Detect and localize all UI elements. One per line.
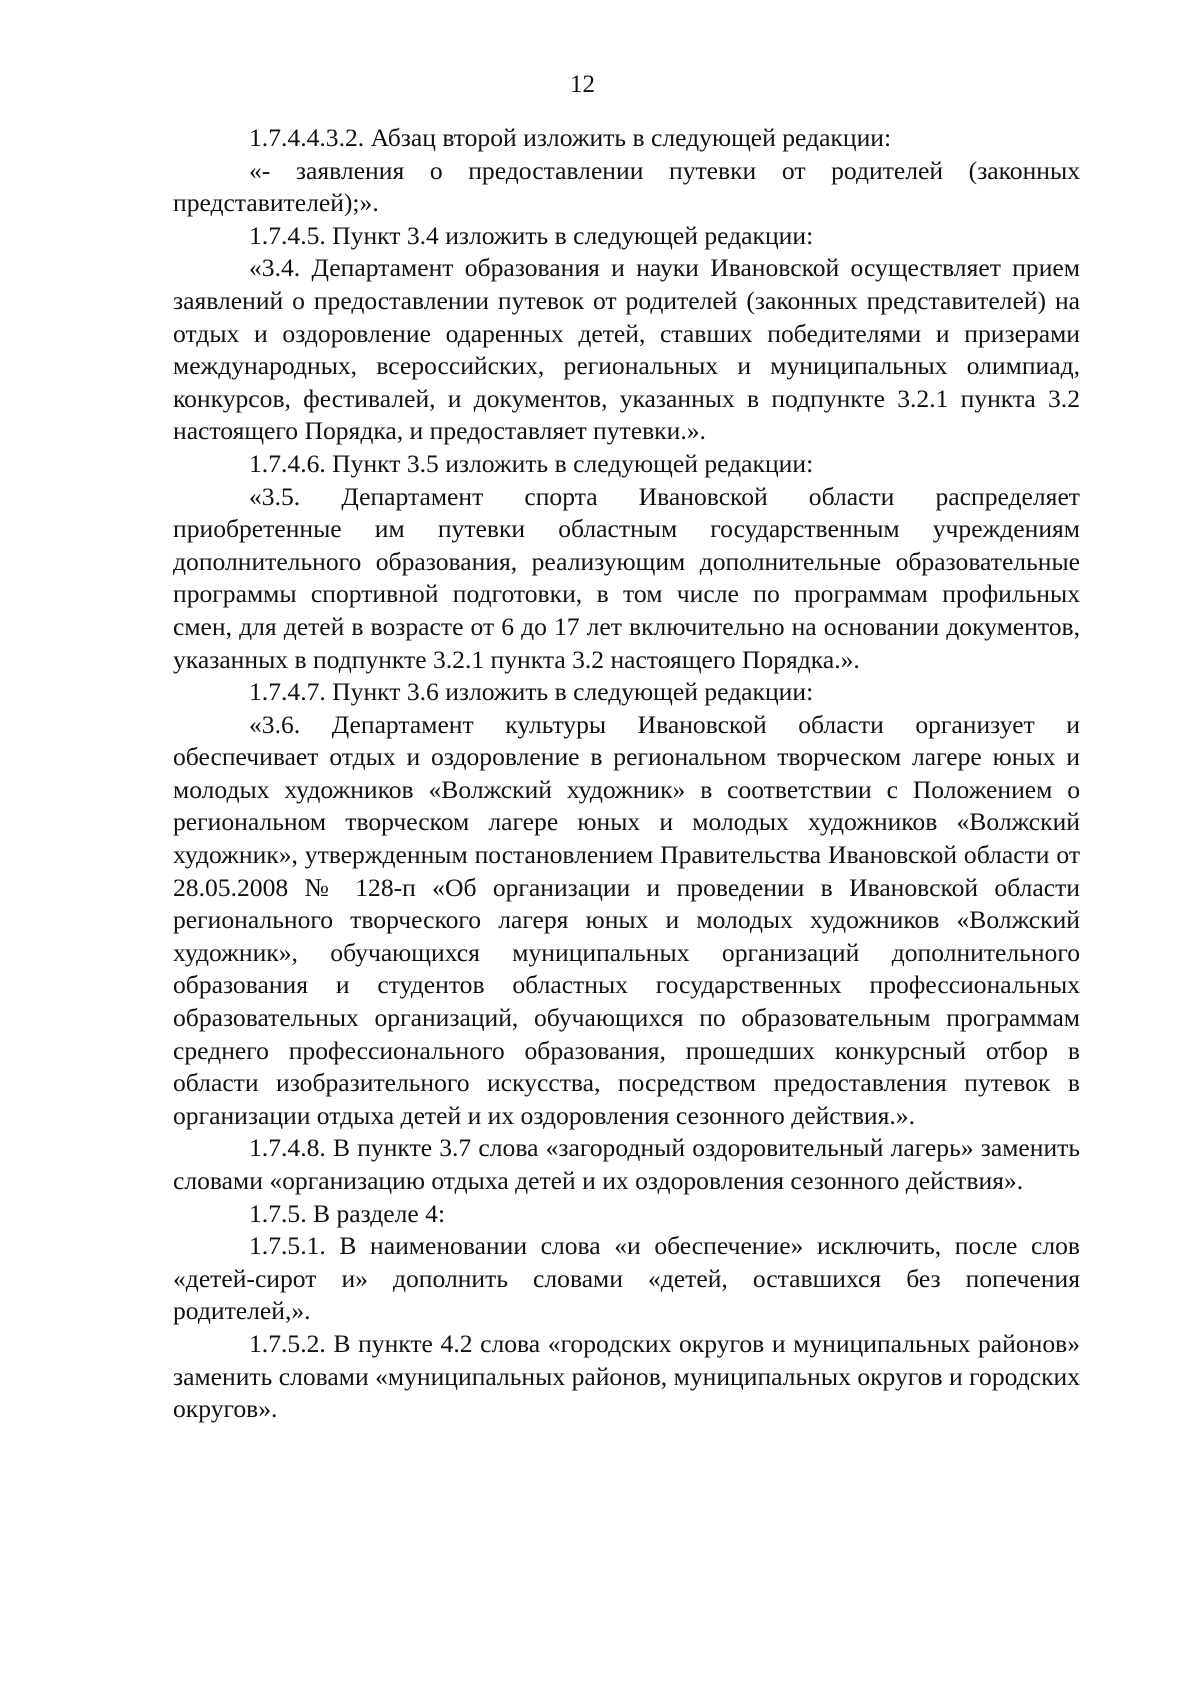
- paragraph-1-7-4-7: 1.7.4.7. Пункт 3.6 изложить в следующей редакции:: [249, 677, 814, 707]
- paragraph-quote-3-5: «3.5. Департамент спорта Ивановской области распределяет приобретенные им путевки областным государственным учреждениям дополнительного образования, реализующим дополнительные образовательные программы спортивной подготовки, в том числе по программам профильных смен, для детей в возрасте от 6 до 17 лет включительно на основании документов, указанных в подпункте 3.2.1 пункта 3.2 настоящего Порядка.».: [173, 481, 1080, 674]
- paragraph-quote-3-6: «3.6. Департамент культуры Ивановской области организует и обеспечивает отдых и оздоровление в региональном творческом лагере юных и молодых художников «Волжский художник» в соответствии с Положением о региональном творческом лагере юных и молодых художников «Волжский художник», утвержденным постановлением Правительства Ивановской области от 28.05.2008 № 128-п «Об организации и проведении в Ивановской области регионального творческого лагеря юных и молодых художников «Волжский художник», обучающихся муниципальных организаций дополнительного образования и студентов областных государственных профессиональных образовательных организаций, обучающихся по образовательным программам среднего профессионального образования, прошедших конкурсный отбор в области изобразительного искусства, посредством предоставления путевок в организации отдыха детей и их оздоровления сезонного действия.».: [173, 709, 1080, 1130]
- document-body: [173, 122, 1080, 1426]
- paragraph-1-7-5-2: 1.7.5.2. В пункте 4.2 слова «городских округов и муниципальных районов» заменить словами «муниципальных районов, муниципальных округов и городских округов».: [173, 1328, 1080, 1424]
- paragraph-1-7-4-6: 1.7.4.6. Пункт 3.5 изложить в следующей редакции:: [249, 448, 814, 478]
- paragraph-quote-application: «- заявления о предоставлении путевки от родителей (законных представителей);».: [173, 155, 1080, 218]
- paragraph-1-7-4-5: 1.7.4.5. Пункт 3.4 изложить в следующей редакции:: [249, 220, 814, 250]
- paragraph-1-7-4-4-3-2: 1.7.4.4.3.2. Абзац второй изложить в следующей редакции:: [249, 123, 892, 152]
- paragraph-1-7-4-8: 1.7.4.8. В пункте 3.7 слова «загородный оздоровительный лагерь» заменить словами «организацию отдыха детей и их оздоровления сезонного действия».: [173, 1133, 1080, 1195]
- paragraph-1-7-5-1: 1.7.5.1. В наименовании слова «и обеспечение» исключить, после слов «детей-сирот и» дополнить словами «детей, оставшихся без попечения родителей,».: [173, 1231, 1080, 1326]
- paragraph-quote-3-4: «3.4. Департамент образования и науки Ивановской осуществляет прием заявлений о предоставлении путевок от родителей (законных представителей) на отдых и оздоровление одаренных детей, ставших победителями и призерами международных, всероссийских, региональных и муниципальных олимпиад, конкурсов, фестивалей, и документов, указанных в подпункте 3.2.1 пункта 3.2 настоящего Порядка, и предоставляет путевки.».: [173, 253, 1080, 446]
- page-number: 12: [570, 71, 595, 98]
- paragraph-1-7-5: 1.7.5. В разделе 4:: [249, 1198, 446, 1228]
